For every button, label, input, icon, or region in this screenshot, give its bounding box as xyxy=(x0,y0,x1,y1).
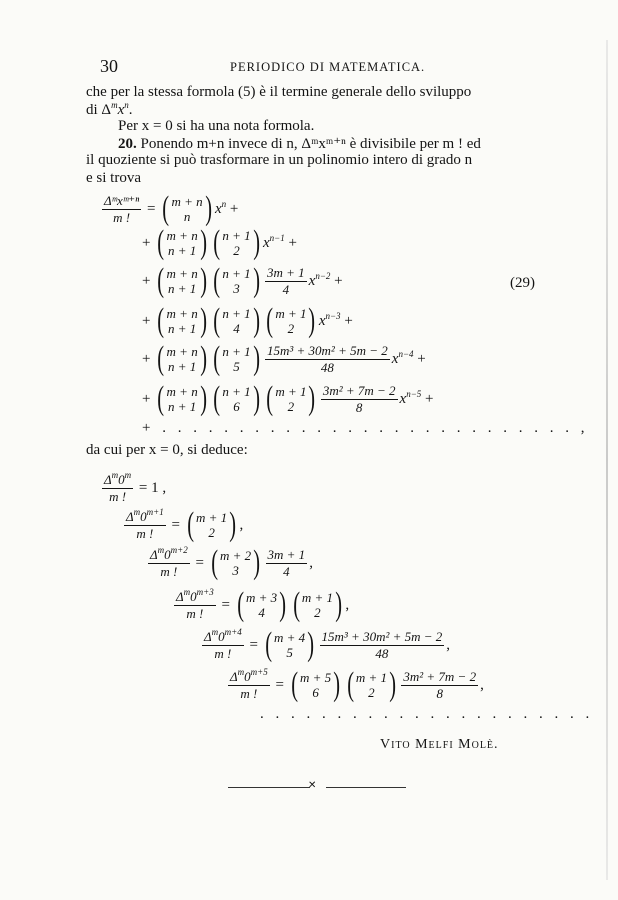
intro-line-2: di $\Delta^mx^n$. xyxy=(86,100,133,118)
deduction-1: $\frac{\Delta^m0^{m+1}}{m !}$ = ( m + 1 2 ) , xyxy=(126,506,244,543)
formula-29-row-2: + ( m + n n + 1 ) ( n + 1 3 ) $\frac{3m + 1}{4}$ $x^{n-2}$ + xyxy=(142,262,343,299)
deduction-5: $\frac{\Delta^m0^{m+5}}{m !}$ = ( m + 5 6 ) ( m + 1 2 ) $\frac{\text{3m² + 7m − 2}}{8}$ , xyxy=(230,666,484,703)
section-20-line-2: il quoziente si può trasformare in un polinomio intero di grado n xyxy=(86,152,473,168)
deduction-4: $\frac{\Delta^m0^{m+4}}{m !}$ = ( m + 4 5 ) $\frac{\text{15m³ + 30m² + 5m − 2}}{48}$ , xyxy=(204,626,451,663)
section-20-line-3: e si trova xyxy=(86,170,141,186)
formula-29-row-4: + ( m + n n + 1 ) ( n + 1 5 ) $\frac{\text{15m³ + 30m² + 5m − 2}}{48}$ $x^{n-4}$ + xyxy=(142,340,426,377)
section-number: 20. xyxy=(118,136,137,152)
deduction-2: $\frac{\Delta^m0^{m+2}}{m !}$ = ( m + 2 3 ) $\frac{3m + 1}{4}$ , xyxy=(150,544,313,581)
deduction-0: $\frac{\Delta^m0^m}{m !}$ = 1 , xyxy=(104,470,167,504)
formula-29-row-5: + ( m + n n + 1 ) ( n + 1 6 ) ( m + 1 2 ) $\frac{\text{3m² + 7m − 2}}{8}$ $x^{n-5}$ + xyxy=(142,380,434,417)
running-title: PERIODICO DI MATEMATICA. xyxy=(230,60,426,74)
equation-number: (29) xyxy=(510,275,535,291)
section-20-line-1: 20. Ponendo m+n invece di n, Δᵐxᵐ⁺ⁿ è divisibile per m ! ed xyxy=(118,136,481,152)
formula-29-row-6: + . . . . . . . . . . . . . . . . . . . . . . . . . . . , xyxy=(142,420,589,436)
formula-29-row-0: $\frac{\text{Δᵐxᵐ⁺ⁿ}}{m !}$ = ( m + n n ) $x^n$ + xyxy=(104,190,239,227)
closing-rule-right xyxy=(326,787,406,788)
page-number: 30 xyxy=(100,56,118,76)
closing-ornament: ✕ xyxy=(308,780,317,791)
page-spine-shadow xyxy=(606,40,608,880)
intro-line-3: Per x = 0 si ha una nota formola. xyxy=(118,118,315,134)
signature: Vito Melfi Molè. xyxy=(380,737,499,752)
intro-line-1: che per la stessa formola (5) è il termine generale dello sviluppo xyxy=(86,84,472,100)
deduce-text: da cui per x = 0, si deduce: xyxy=(86,442,248,458)
formula-29-row-3: + ( m + n n + 1 ) ( n + 1 4 ) ( m + 1 2 ) $x^{n-3}$ + xyxy=(142,302,353,339)
deduction-3: $\frac{\Delta^m0^{m+3}}{m !}$ = ( m + 3 4 ) ( m + 1 2 ) , xyxy=(176,586,350,623)
closing-rule-left xyxy=(228,787,310,788)
formula-29-row-1: + ( m + n n + 1 ) ( n + 1 2 ) $x^{n-1}$ + xyxy=(142,224,297,261)
deduction-6: . . . . . . . . . . . . . . . . . . . . . . xyxy=(260,706,594,722)
